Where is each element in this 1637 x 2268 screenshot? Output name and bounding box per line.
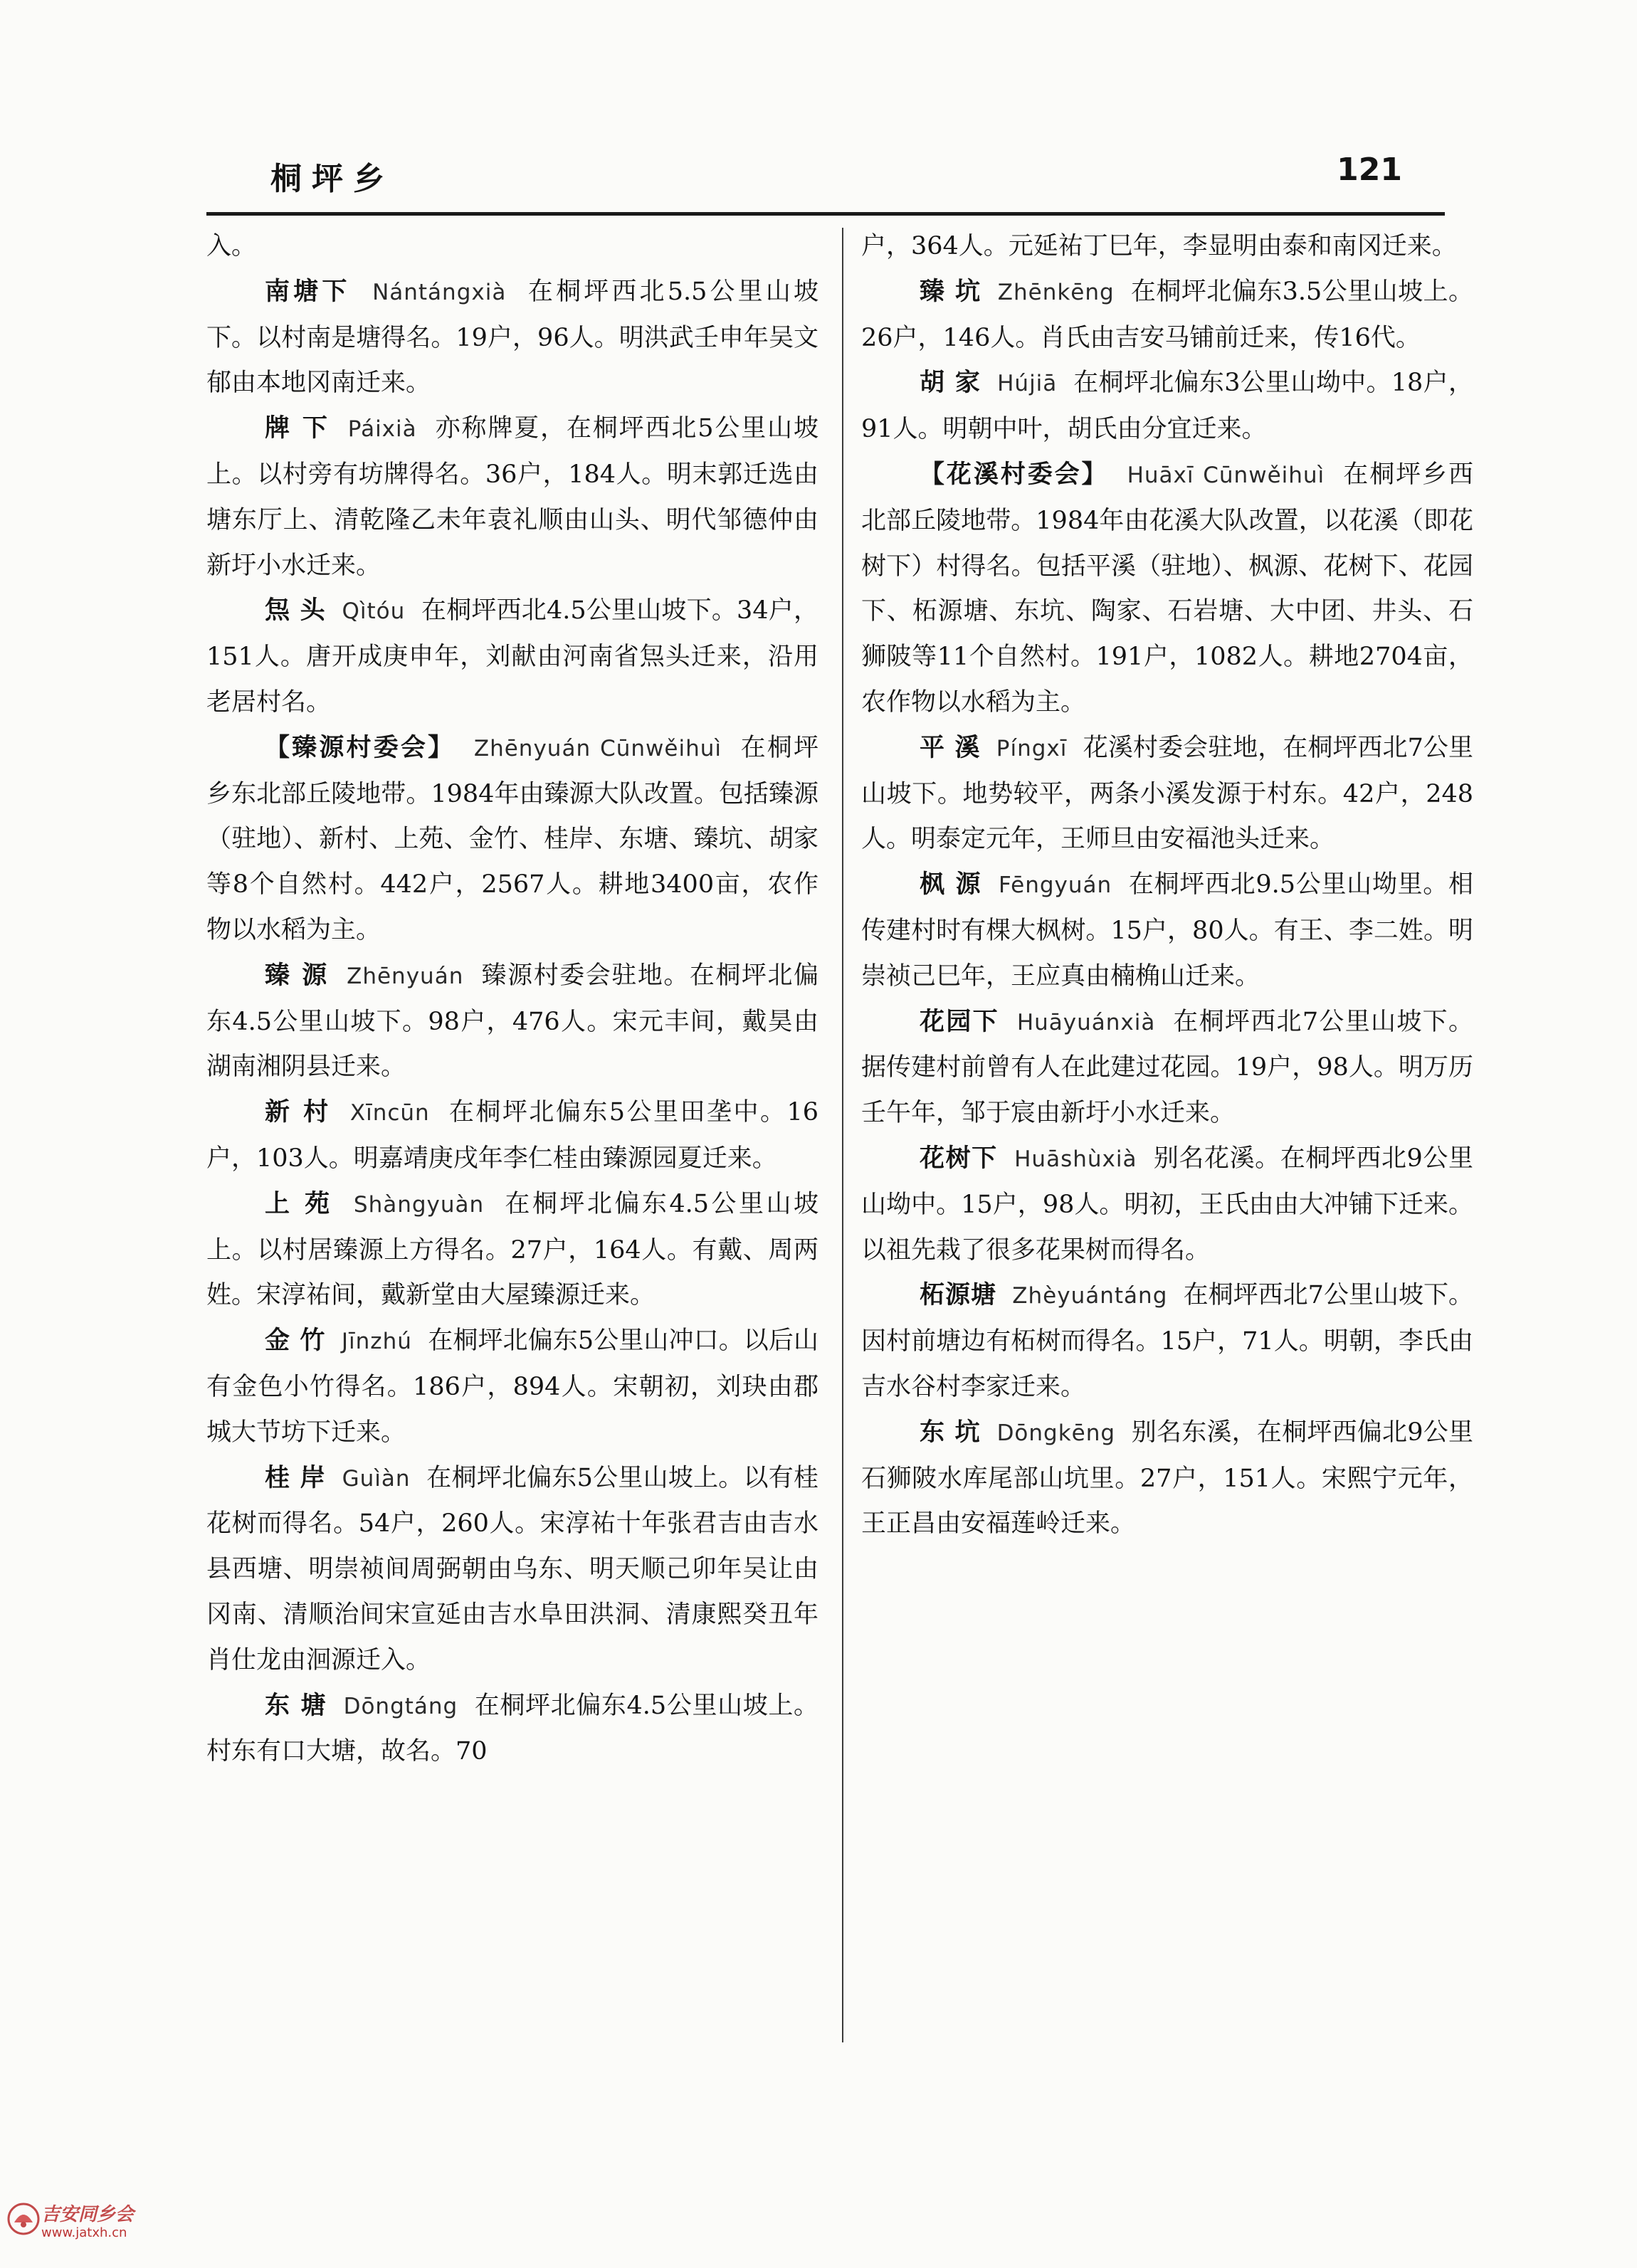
entry-pingxi bbox=[861, 726, 1473, 863]
entry-headword: 东 塘 bbox=[265, 1691, 327, 1720]
entry-pinyin: Huāshùxià bbox=[1014, 1146, 1137, 1172]
entry-text: 别名花溪。在桐坪西北9公里山坳中。15户，98人。明初，王氏由由大冲铺下迁来。以祖先栽了很多花果树而得名。 bbox=[861, 1144, 1473, 1265]
entry-text: 在桐坪北偏东3.5公里山坡上。26户，146人。肖氏由吉安马铺前迁来，传16代。 bbox=[861, 277, 1473, 352]
entry-text: 在桐坪西北9.5公里山坳里。相传建村时有棵大枫树。15户，80人。有王、李二姓。明崇祯己巳年，王应真由楠桷山迁来。 bbox=[861, 870, 1473, 991]
entry-text: 在桐坪西北7公里山坡下。因村前塘边有柘树而得名。15户，71人。明朝，李氏由吉水谷村李家迁来。 bbox=[861, 1281, 1473, 1401]
entry-xincun bbox=[206, 1090, 818, 1182]
right-column bbox=[861, 224, 1473, 2089]
watermark-logo-icon bbox=[6, 2201, 41, 2237]
entry-headword: 炰 头 bbox=[265, 596, 326, 626]
entry-headword: 枫 源 bbox=[920, 870, 982, 900]
entry-headword: 花树下 bbox=[920, 1144, 998, 1173]
site-watermark bbox=[0, 2197, 171, 2247]
entry-pinyin: Páixià bbox=[347, 416, 417, 443]
entry-headword: 【臻源村委会】 bbox=[265, 733, 456, 762]
entry-pinyin: Zhēnkēng bbox=[997, 279, 1115, 305]
entry-shangyuan bbox=[206, 1182, 818, 1319]
entry-pinyin: Zhèyuántáng bbox=[1012, 1283, 1168, 1309]
page-header bbox=[206, 153, 1445, 203]
entry-zhenkeng bbox=[861, 270, 1473, 362]
entry-huaxi-committee bbox=[861, 453, 1473, 726]
entry-pinyin: Huāyuánxià bbox=[1016, 1009, 1156, 1035]
entry-headword: 臻 坑 bbox=[920, 277, 981, 306]
entry-text: 在桐坪北偏东5公里山冲口。以后山有金色小竹得名。186户，894人。宋朝初，刘玦由郡城大节坊下迁来。 bbox=[206, 1326, 818, 1447]
entry-pinyin: Hújiā bbox=[997, 371, 1058, 397]
entry-text: 在桐坪西北4.5公里山坡下。34户，151人。唐开成庚申年，刘献由河南省炰头迁来，沿用老居村名。 bbox=[206, 596, 818, 717]
entry-text: 花溪村委会驻地，在桐坪西北7公里山坡下。地势较平，两条小溪发源于村东。42户，248人。明泰定元年，王师旦由安福池头迁来。 bbox=[861, 733, 1473, 854]
column-divider bbox=[842, 228, 843, 2042]
entry-pinyin: Guìàn bbox=[342, 1465, 411, 1492]
entry-dongkeng bbox=[861, 1410, 1473, 1547]
entry-pinyin: Zhēnyuán bbox=[347, 963, 464, 989]
entry-text: 在桐坪北偏东5公里田垄中。16户，103人。明嘉靖庚戌年李仁桂由臻源园夏迁来。 bbox=[206, 1098, 818, 1173]
entry-pinyin: Zhēnyuán Cūnwěihuì bbox=[473, 735, 722, 761]
entry-pinyin: Huāxī Cūnwěihuì bbox=[1127, 462, 1325, 488]
entry-zhenyuan-committee bbox=[206, 726, 818, 954]
continuation-text: 入。 bbox=[206, 232, 257, 260]
entry-headword: 平 溪 bbox=[920, 733, 981, 762]
entry-headword: 【花溪村委会】 bbox=[920, 460, 1109, 489]
entry-headword: 新 村 bbox=[265, 1098, 331, 1127]
entry-pinyin: Píngxī bbox=[996, 735, 1068, 761]
entry-nantangxia bbox=[206, 270, 818, 406]
entry-dongtang bbox=[206, 1684, 818, 1776]
entry-jinzhu bbox=[206, 1319, 818, 1455]
entry-pinyin: Shàngyuàn bbox=[353, 1191, 485, 1218]
entry-pinyin: Xīncūn bbox=[349, 1100, 430, 1127]
running-title: 桐坪乡 bbox=[270, 161, 394, 197]
entry-text: 臻源村委会驻地。在桐坪北偏东4.5公里山坡下。98户，476人。宋元丰间，戴昊由湖南湘阴县迁来。 bbox=[206, 961, 818, 1082]
watermark-name: 吉安同乡会 bbox=[41, 2204, 135, 2225]
entry-paixia bbox=[206, 406, 818, 589]
entry-headword: 上 苑 bbox=[265, 1189, 333, 1218]
entry-text: 在桐坪北偏东4.5公里山坡上。村东有口大塘，故名。70 bbox=[206, 1691, 818, 1766]
entry-pinyin: Qìtóu bbox=[342, 598, 406, 625]
entry-hujia bbox=[861, 361, 1473, 453]
watermark-url: www.jatxh.cn bbox=[41, 2225, 127, 2240]
page-number: 121 bbox=[1337, 152, 1402, 188]
entry-pinyin: Fēngyuán bbox=[998, 872, 1112, 899]
entry-zheyuantang bbox=[861, 1273, 1473, 1410]
entry-text: 在桐坪乡西北部丘陵地带。1984年由花溪大队改置，以花溪（即花树下）村得名。包括平溪（驻地）、枫源、花树下、花园下、柘源塘、东坑、陶家、石岩塘、大中团、井头、石狮陂等11个自然村。191户，1082人。耕地2704亩，农作物以水稻为主。 bbox=[861, 460, 1473, 717]
left-column bbox=[206, 224, 818, 2089]
entry-huashuxia bbox=[861, 1136, 1473, 1273]
entry-text: 在桐坪北偏东3公里山坳中。18户，91人。明朝中叶，胡氏由分宜迁来。 bbox=[861, 369, 1473, 444]
entry-headword: 牌 下 bbox=[265, 414, 330, 443]
entry-text: 在桐坪北偏东4.5公里山坡上。以村居臻源上方得名。27户，164人。有戴、周两姓。宋淳祐间，戴新堂由大屋臻源迁来。 bbox=[206, 1189, 818, 1310]
entry-headword: 胡 家 bbox=[920, 369, 981, 398]
entry-huayuanxia bbox=[861, 1000, 1473, 1136]
entry-headword: 柘源塘 bbox=[920, 1281, 997, 1310]
entry-headword: 南塘下 bbox=[265, 277, 351, 306]
header-rule bbox=[206, 212, 1445, 216]
entry-text: 在桐坪西北5.5公里山坡下。以村南是塘得名。19户，96人。明洪武壬申年吴文郁由本地冈南迁来。 bbox=[206, 277, 818, 398]
entry-headword: 东 坑 bbox=[920, 1418, 981, 1447]
entry-text: 在桐坪西北7公里山坡下。据传建村前曾有人在此建过花园。19户，98人。明万历壬午年，邹于宸由新圩小水迁来。 bbox=[861, 1007, 1473, 1128]
entry-headword: 臻 源 bbox=[265, 961, 329, 990]
entry-headword: 金 竹 bbox=[265, 1326, 326, 1356]
continuation-text: 户，364人。元延祐丁巳年，李显明由泰和南冈迁来。 bbox=[861, 232, 1457, 260]
entry-headword: 花园下 bbox=[920, 1007, 999, 1036]
entry-text: 在桐坪乡东北部丘陵地带。1984年由臻源大队改置。包括臻源（驻地）、新村、上苑、金竹、桂岸、东塘、臻坑、胡家等8个自然村。442户，2567人。耕地3400亩，农作物以水稻为主。 bbox=[206, 733, 818, 944]
entry-pinyin: Dōngkēng bbox=[996, 1420, 1116, 1446]
entry-pinyin: Jīnzhú bbox=[341, 1329, 412, 1355]
entry-pinyin: Nántángxià bbox=[372, 279, 507, 305]
entry-zhenyuan bbox=[206, 954, 818, 1090]
entry-text: 别名东溪，在桐坪西偏北9公里石狮陂水库尾部山坑里。27户，151人。宋熙宁元年，王正昌由安福莲岭迁来。 bbox=[861, 1418, 1473, 1539]
entry-pinyin: Dōngtáng bbox=[343, 1693, 458, 1719]
entry-fengyuan bbox=[861, 863, 1473, 999]
entry-text: 亦称牌夏，在桐坪西北5公里山坡上。以村旁有坊牌得名。36户，184人。明末郭迁选由塘东厅上、清乾隆乙未年袁礼顺由山头、明代邹德仲由新圩小水迁来。 bbox=[206, 414, 818, 580]
entry-headword: 桂 岸 bbox=[265, 1463, 326, 1492]
entry-guian bbox=[206, 1456, 818, 1684]
entry-qitou bbox=[206, 589, 818, 725]
entry-text: 在桐坪北偏东5公里山坡上。以有桂花树而得名。54户，260人。宋淳祐十年张君吉由吉水县西塘、明崇祯间周弼朝由乌东、明天顺己卯年吴让由冈南、清顺治间宋宣延由吉水阜田洪洞、清康熙癸丑年肖仕龙由洄源迁入。 bbox=[206, 1463, 818, 1674]
